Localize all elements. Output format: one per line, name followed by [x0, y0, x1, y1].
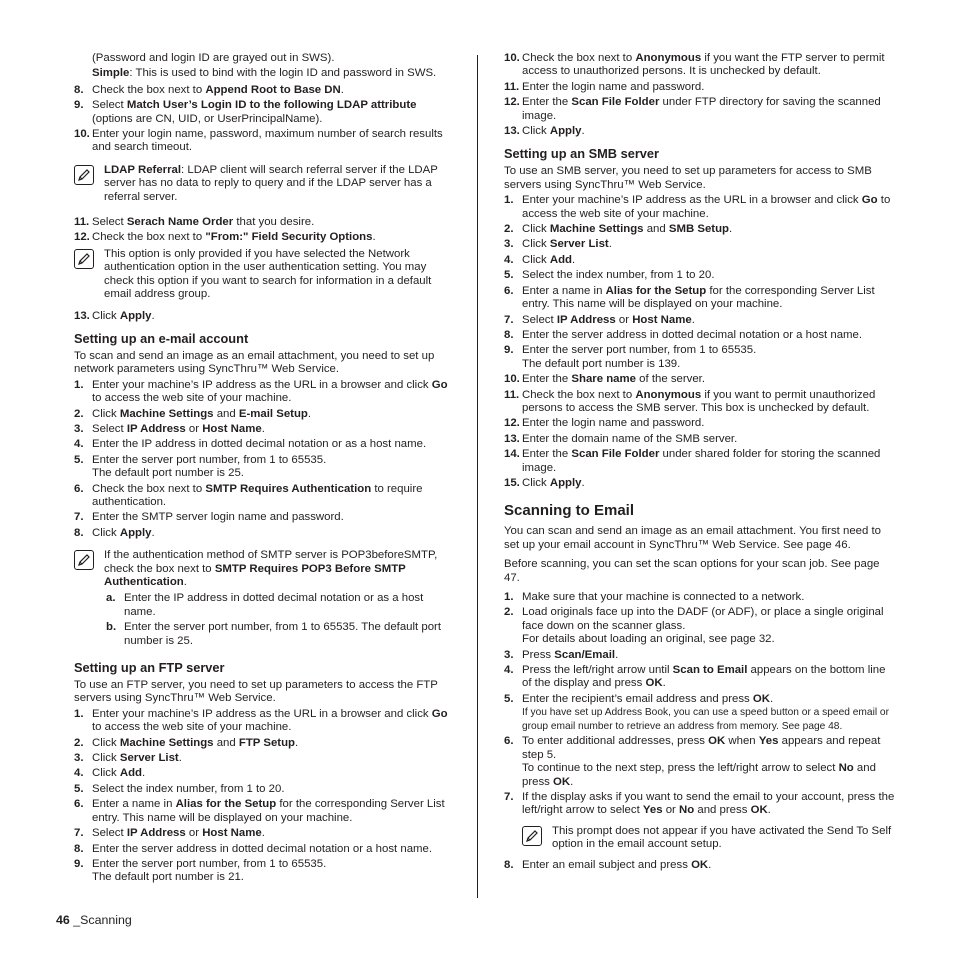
list-item: 8. Enter an email subject and press OK. — [504, 858, 712, 871]
list-item: 14. Enter the Scan File Folder under shared folder for storing the scanned image. — [504, 448, 881, 474]
note: If the authentication method of SMTP server is POP3beforeSMTP, check the box next to SMTP Requires POP3 Before SMTP Authentication. — [74, 549, 450, 589]
left-column — [74, 52, 450, 887]
note-pencil-icon — [522, 826, 542, 846]
sub-list-item: b. Enter the server port number, from 1 to 65535. The default port number is 25. — [106, 621, 442, 647]
page-number: 46 — [56, 913, 70, 927]
section-heading-smb: Setting up an SMB server — [504, 146, 660, 162]
sub-list-item: a. Enter the IP address in dotted decimal notation or as a host name. — [106, 592, 424, 618]
list-item: 13. Click Apply. — [74, 309, 155, 322]
list-item: 1. Make sure that your machine is connected to a network. — [504, 591, 805, 603]
list-item: 2. Click Machine Settings and SMB Setup. — [504, 223, 733, 236]
list-item: 5. Select the index number, from 1 to 20. — [74, 782, 285, 795]
section-heading-scan-to-email: Scanning to Email — [504, 502, 635, 520]
list-item: 7. Select IP Address or Host Name. — [74, 827, 265, 840]
section-intro: To use an SMB server, you need to set up parameters for access to SMB servers using SyncThru™ Web Service. — [504, 165, 872, 191]
list-item: 7. If the display asks if you want to send the email to your account, press the left/right arrow to select Yes or No and press OK. — [504, 791, 895, 817]
list-item: 3. Click Server List. — [504, 238, 612, 251]
list-item: 8. Check the box next to Append Root to Base DN. — [74, 83, 344, 96]
list-item: 12. Enter the Scan File Folder under FTP directory for saving the scanned image. — [504, 96, 881, 122]
list-item: 9. Select Match User’s Login ID to the following LDAP attribute (options are CN, UID, or UserPrincipalName). — [74, 99, 417, 125]
list-item: 1. Enter your machine’s IP address as the URL in a browser and click Go to access the web site of your machine. — [504, 194, 891, 220]
list-item: 9. Enter the server port number, from 1 to 65535. The default port number is 139. — [504, 344, 757, 370]
note: This option is only provided if you have selected the Network authentication option in the user authentication setting. You may check this option if you want to search for information in a default email address group. — [74, 248, 450, 302]
list-item: 11. Select Serach Name Order that you desire. — [74, 216, 315, 229]
page-footer — [56, 914, 132, 927]
continued-text: (Password and login ID are grayed out in SWS). — [92, 52, 335, 64]
list-item: 8. Enter the server address in dotted decimal notation or a host name. — [74, 842, 433, 855]
note: This prompt does not appear if you have activated the Send To Self option in the email account setup. — [522, 825, 896, 852]
list-item: 12. Check the box next to "From:" Field Security Options. — [74, 231, 376, 244]
list-item: 3. Press Scan/Email. — [504, 648, 619, 661]
list-item: 1. Enter your machine’s IP address as the URL in a browser and click Go to access the web site of your machine. — [74, 707, 448, 734]
list-item: 7. Enter the SMTP server login name and password. — [74, 511, 344, 524]
section-heading-email: Setting up an e-mail account — [74, 330, 249, 346]
list-item: 3. Select IP Address or Host Name. — [74, 422, 265, 435]
right-column — [504, 52, 896, 874]
paragraph: You can scan and send an image as an email attachment. You first need to set up your email account in SyncThru™ Web Service. See page 46. — [504, 525, 881, 551]
note-pencil-icon — [74, 550, 94, 570]
list-item: 11. Check the box next to Anonymous if you want to permit unauthorized persons to access the SMB server. This box is unchecked by default. — [504, 388, 876, 414]
list-item: 12. Enter the login name and password. — [504, 417, 705, 430]
list-item: 2. Click Machine Settings and E-mail Setup. — [74, 407, 312, 420]
list-item: 10. Check the box next to Anonymous if you want the FTP server to permit access to unauthorized persons. It is unchecked by default. — [504, 52, 885, 78]
list-item: 10. Enter the Share name of the server. — [504, 373, 705, 386]
section-heading-ftp: Setting up an FTP server — [74, 660, 225, 676]
list-item: 3. Click Server List. — [74, 752, 182, 765]
list-item: 9. Enter the server port number, from 1 to 65535. The default port number is 21. — [74, 857, 327, 884]
note: LDAP Referral: LDAP client will search referral server if the LDAP server has no data to reply to query and if the LDAP server has a referral server. — [74, 164, 450, 204]
list-item: 6. To enter additional addresses, press OK when Yes appears and repeat step 5. To continue to the next step, press the left/right arrow to select No and press OK. — [504, 735, 881, 788]
list-item: 1. Enter your machine’s IP address as the URL in a browser and click Go to access the web site of your machine. — [74, 378, 448, 405]
list-item: 5. Enter the server port number, from 1 to 65535. The default port number is 25. — [74, 453, 327, 480]
list-item: 6. Enter a name in Alias for the Setup for the corresponding Server List entry. This name will be displayed on your machine. — [504, 284, 875, 311]
list-item: 2. Click Machine Settings and FTP Setup. — [74, 736, 299, 749]
simple-option: Simple: This is used to bind with the login ID and password in SWS. — [92, 67, 437, 80]
paragraph: Before scanning, you can set the scan options for your scan job. See page 47. — [504, 558, 880, 584]
list-item: 4. Enter the IP address in dotted decimal notation or as a host name. — [74, 438, 427, 451]
list-item: 4. Click Add. — [74, 767, 146, 780]
list-item: 8. Click Apply. — [74, 526, 155, 539]
list-item: 7. Select IP Address or Host Name. — [504, 313, 695, 326]
list-item: 8. Enter the server address in dotted decimal notation or a host name. — [504, 328, 863, 341]
list-item: 13. Click Apply. — [504, 125, 585, 138]
list-item: 13. Enter the domain name of the SMB server. — [504, 432, 738, 445]
list-item: 5. Enter the recipient’s email address and press OK. If you have set up Address Book, you can use a speed button or a speed email or group email number to retrieve an address from memory. See page 48. — [504, 692, 889, 732]
list-item: 15. Click Apply. — [504, 476, 585, 489]
note-pencil-icon — [74, 249, 94, 269]
section-intro: To scan and send an image as an email attachment, you need to set up network parameters using SyncThru™ Web Service. — [74, 349, 435, 376]
note-pencil-icon — [74, 165, 94, 185]
list-item: 4. Click Add. — [504, 253, 576, 266]
list-item: 4. Press the left/right arrow until Scan to Email appears on the bottom line of the display and press OK. — [504, 664, 886, 690]
list-item: 2. Load originals face up into the DADF (or ADF), or place a single original face down on the scanner glass. For details about loading an original, see page 32. — [504, 606, 884, 646]
footer-section: _Scanning — [73, 913, 132, 927]
list-item: 5. Select the index number, from 1 to 20. — [504, 269, 715, 282]
list-item: 10. Enter your login name, password, maximum number of search results and search timeout. — [74, 128, 443, 154]
list-item: 11. Enter the login name and password. — [504, 80, 705, 93]
section-intro: To use an FTP server, you need to set up parameters to access the FTP servers using SyncThru™ Web Service. — [74, 679, 438, 705]
list-item: 6. Check the box next to SMTP Requires Authentication to require authentication. — [74, 482, 423, 508]
list-item: 6. Enter a name in Alias for the Setup for the corresponding Server List entry. This name will be displayed on your machine. — [74, 798, 445, 824]
column-divider — [477, 55, 478, 898]
